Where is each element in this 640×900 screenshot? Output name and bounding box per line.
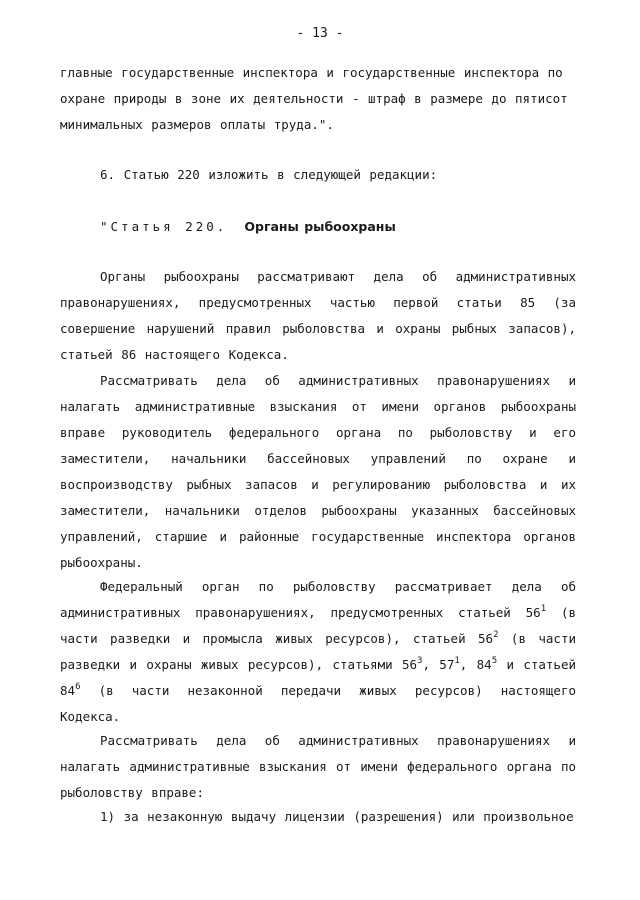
paragraph-3-part: (в части разведки и охраны живых ресурсов), статьями 56: [60, 631, 577, 672]
superscript: 6: [75, 682, 81, 692]
superscript: 1: [540, 604, 547, 614]
paragraph-3: [60, 574, 576, 730]
intro-line: охране природы в зоне их деятельности - штраф в размере до пятисот: [60, 91, 568, 106]
page-number: - 13 -: [296, 26, 344, 41]
paragraph-3-part: , 84: [459, 657, 492, 672]
item-6-text: 6. Статью 220 изложить в следующей редакции:: [100, 167, 438, 182]
superscript: 2: [493, 630, 499, 640]
paragraph-4: Рассматривать дела об административных правонарушениях и налагать административные взыскания от имени федерального органа по рыболовству вправе:: [60, 733, 576, 800]
intro-paragraph: [60, 60, 576, 138]
superscript: 5: [491, 656, 498, 666]
article-heading-title: Органы рыбоохраны: [244, 219, 396, 234]
article-heading-prefix: "Статья 220.: [100, 219, 228, 234]
superscript: 1: [454, 656, 460, 666]
article-heading: [60, 214, 576, 240]
superscript: 3: [417, 656, 423, 666]
paragraph-2: Рассматривать дела об административных правонарушениях и налагать административные взыскания от имени органов рыбоохраны вправе руководитель федерального органа по рыболовству и его заместители, начальники бассейновых управлений по охране и воспроизводству рыбных запасов и регулированию рыболовства и их заместители, начальники отделов рыбоохраны указанных бассейновых управлений, старшие и районные государственные инспектора органов рыбоохраны.: [60, 373, 576, 570]
paragraph-3-part: Федеральный орган по рыболовству рассматривает дела об административных правонарушениях, предусмотренных статьей 56: [60, 579, 576, 620]
paragraph-1: Органы рыбоохраны рассматривают дела об административных правонарушениях, предусмотренных частью первой статьи 85 (за совершение нарушений правил рыболовства и охраны рыбных запасов), статьей 86 настоящего Кодекса.: [60, 269, 576, 362]
paragraph-3-part: , 57: [422, 657, 455, 672]
intro-line: минимальных размеров оплаты труда.".: [60, 117, 334, 132]
paragraph-3-part: (в части незаконной передачи живых ресурсов) настоящего Кодекса.: [60, 683, 576, 724]
intro-line: главные государственные инспектора и государственные инспектора по: [60, 65, 563, 80]
paragraph-3-part: (в части разведки и промысла живых ресурсов), статьей 56: [60, 605, 576, 646]
paragraph-3-part: и статьей 84: [60, 657, 577, 698]
paragraph-5: 1) за незаконную выдачу лицензии (разрешения) или произвольное: [100, 809, 574, 824]
